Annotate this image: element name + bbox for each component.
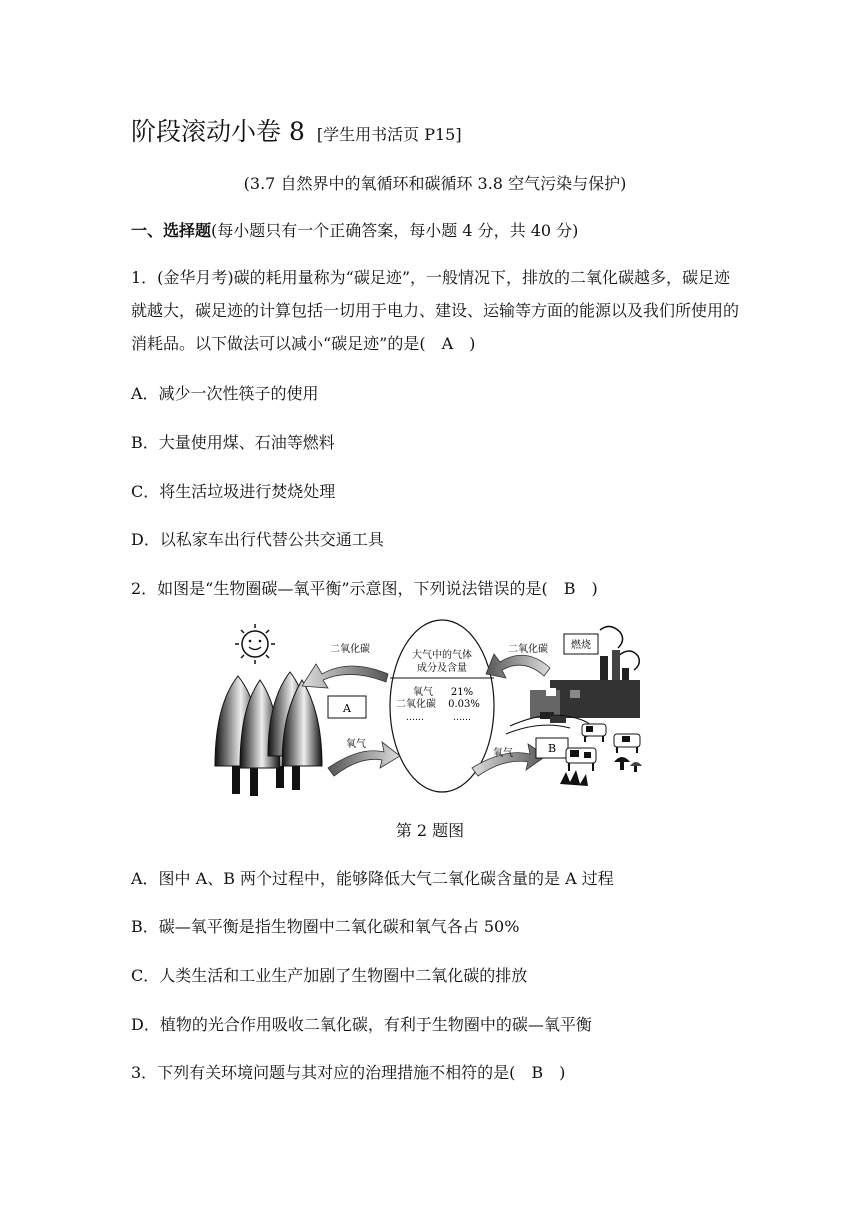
question-2-option-a: A．图中 A、B 两个过程中，能够降低大气二氧化碳含量的是 A 过程	[131, 869, 614, 888]
other-gas-value: ……	[453, 713, 471, 723]
oxygen-label-left: 氧气	[346, 739, 366, 750]
page-title	[131, 112, 462, 148]
question-2-option-b: B．碳—氧平衡是指生物圈中二氧化碳和氧气各占 50%	[131, 917, 520, 936]
section-heading	[131, 218, 578, 241]
oxygen-label-right: 氧气	[493, 748, 513, 759]
oxygen-name: 氧气	[413, 687, 433, 698]
page-reference: [学生用书活页 P15]	[316, 125, 462, 144]
carbon-dioxide-value: 0.03%	[448, 699, 480, 710]
question-2-option-c: C．人类生活和工业生产加剧了生物圈中二氧化碳的排放	[131, 966, 528, 985]
other-gas-name: ……	[406, 713, 424, 723]
question-2-option-d: D．植物的光合作用吸收二氧化碳，有利于生物圈中的碳—氧平衡	[131, 1015, 592, 1034]
question-1-option-a: A．减少一次性筷子的使用	[131, 384, 319, 403]
question-1-stem: 1．(金华月考)碳的耗用量称为“碳足迹”，一般情况下，排放的二氧化碳越多，碳足迹就越大，碳足迹的计算包括一切用于电力、建设、运输等方面的能源以及我们所使用的消耗品。以下做法可以减小“碳足迹”的是( A )	[131, 268, 740, 353]
cow-icon	[566, 724, 640, 771]
section-label: 一、选择题	[131, 221, 212, 240]
question-1-option-b: B．大量使用煤、石油等燃料	[131, 433, 335, 452]
carbon-dioxide-name: 二氧化碳	[396, 699, 436, 710]
oxygen-value: 21%	[450, 687, 474, 698]
carbon-dioxide-arrow-right	[486, 654, 550, 678]
process-b-label: B	[547, 742, 557, 755]
carbon-dioxide-label-left: 二氧化碳	[330, 644, 370, 655]
question-2-stem: 2．如图是“生物圈碳—氧平衡”示意图，下列说法错误的是( B )	[131, 579, 598, 598]
question-3-stem: 3．下列有关环境问题与其对应的治理措施不相符的是( B )	[131, 1063, 566, 1082]
burn-label: 燃烧	[571, 640, 591, 651]
title-text: 阶段滚动小卷 8	[131, 117, 305, 146]
question-1-option-c: C．将生活垃圾进行焚烧处理	[131, 482, 336, 501]
process-a-label: A	[343, 702, 351, 715]
chapter-subtitle: (3.7 自然界中的氧循环和碳循环 3.8 空气污染与保护)	[243, 174, 627, 193]
carbon-dioxide-label-right: 二氧化碳	[508, 644, 548, 655]
oval-title-line-1: 大气中的气体	[412, 650, 472, 661]
sun-icon	[235, 624, 275, 664]
trees-icon	[215, 672, 322, 796]
question-1-option-d: D．以私家车出行代替公共交通工具	[131, 530, 384, 549]
carbon-dioxide-arrow-left	[302, 664, 388, 688]
section-note: (每小题只有一个正确答案，每小题 4 分，共 40 分)	[211, 221, 579, 240]
carbon-oxygen-diagram	[210, 616, 650, 802]
figure-caption: 第 2 题图	[395, 821, 465, 840]
oval-title-line-2: 成分及含量	[417, 663, 467, 674]
